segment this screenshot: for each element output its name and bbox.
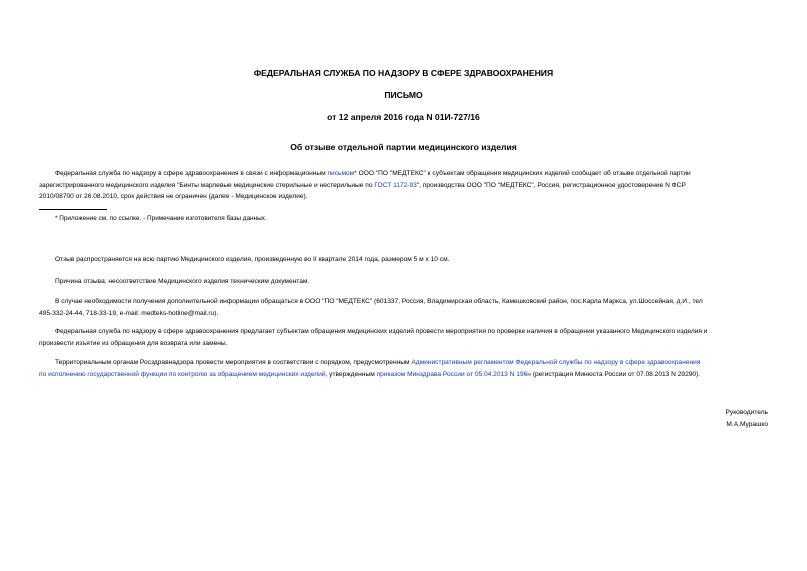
text-span: Территориальным органам Росздравнадзора провести мероприятия в соответствии с порядком, предусмотренным (55, 359, 412, 366)
signature-title: Руководитель (725, 409, 768, 416)
text-span: * ООО "ПО "МЕДТЕКС" к субъектам обращения медицинских изделий сообщает об отзыве отдельной партии (354, 170, 691, 177)
document-date-number: от 12 апреля 2016 года N 01И-727/16 (327, 112, 480, 122)
paragraph-3: Причина отзыва: несоответствие Медицинского изделия техническим документам. (55, 278, 310, 285)
paragraph-1-line-1 (39, 168, 779, 180)
paragraph-1 (39, 168, 779, 203)
text-span: ", производства ООО "ПО "МЕДТЕКС", Россия, регистрационное удостоверение N ФСР (416, 181, 686, 189)
text-span: , утвержденным (325, 370, 377, 378)
signature-name: М.А.Мурашко (726, 421, 768, 428)
text-span: Федеральная служба по надзору в сфере здравоохранения в связи с информационным (55, 170, 328, 177)
document-subject: Об отзыве отдельной партии медицинского изделия (290, 142, 517, 152)
paragraph-4-line-2: 495-332-24-44, 718-33-19, e-mail: medteks-hotline@mail.ru). (39, 309, 219, 317)
footnote: * Приложение см. по ссылке. - Примечание изготовителя базы данных. (55, 215, 267, 222)
paragraph-4-line-1: В случае необходимости получения дополнительной информации обращаться в ООО "ПО "МЕДТЕКС" (601337, Россия, Владимирская область, Камешковский район, пос.Карла Маркса, ул.Шоссейная, д.И., тел (55, 298, 703, 305)
text-span: (регистрация Минюста России от 07.08.2013 N 29290). (530, 370, 701, 378)
text-span: зарегистрированного медицинского изделия "Бинты марлевые медицинские стерильные и нестерильные по (39, 181, 375, 189)
paragraph-2: Отзыв распространяется на всю партию Медицинского изделия, произведенную во II квартале 2014 года, размером 5 м х 10 см. (55, 256, 450, 263)
paragraph-5-line-1: Федеральная служба по надзору в сфере здравоохранения предлагает субъектам обращения медицинских изделий провести мероприятия по проверке наличия в обращении указанного Медицинского изделия и (55, 328, 708, 335)
paragraph-6-line-1 (39, 357, 779, 369)
paragraph-4 (39, 296, 779, 319)
footnote-divider (39, 209, 107, 210)
order-link[interactable]: приказом Минздрава России от 05.04.2013 N 196н (376, 370, 531, 378)
regulation-link-continued[interactable]: по исполнению государственной функции по контролю за обращением медицинских изделий (39, 370, 326, 378)
agency-title: ФЕДЕРАЛЬНАЯ СЛУЖБА ПО НАДЗОРУ В СФЕРЕ ЗДРАВООХРАНЕНИЯ (253, 68, 554, 78)
letter-link[interactable]: письмом (327, 170, 355, 177)
document-type: ПИСЬМО (384, 90, 423, 100)
paragraph-1-line-3: 2010/08700 от 26.08.2010, срок действия не ограничен (далее - Медицинское изделие). (39, 193, 308, 200)
paragraph-6-line-2 (39, 369, 779, 381)
regulation-link[interactable]: Административным регламентом Федеральной службы по надзору в сфере здравоохранения (411, 359, 701, 366)
gost-link[interactable]: ГОСТ 1172-93 (374, 181, 417, 189)
paragraph-6 (39, 357, 779, 380)
paragraph-5-line-2: произвести изъятие из обращения для возврата или замены. (39, 339, 228, 347)
paragraph-1-line-2 (39, 180, 779, 192)
paragraph-5 (39, 326, 779, 349)
